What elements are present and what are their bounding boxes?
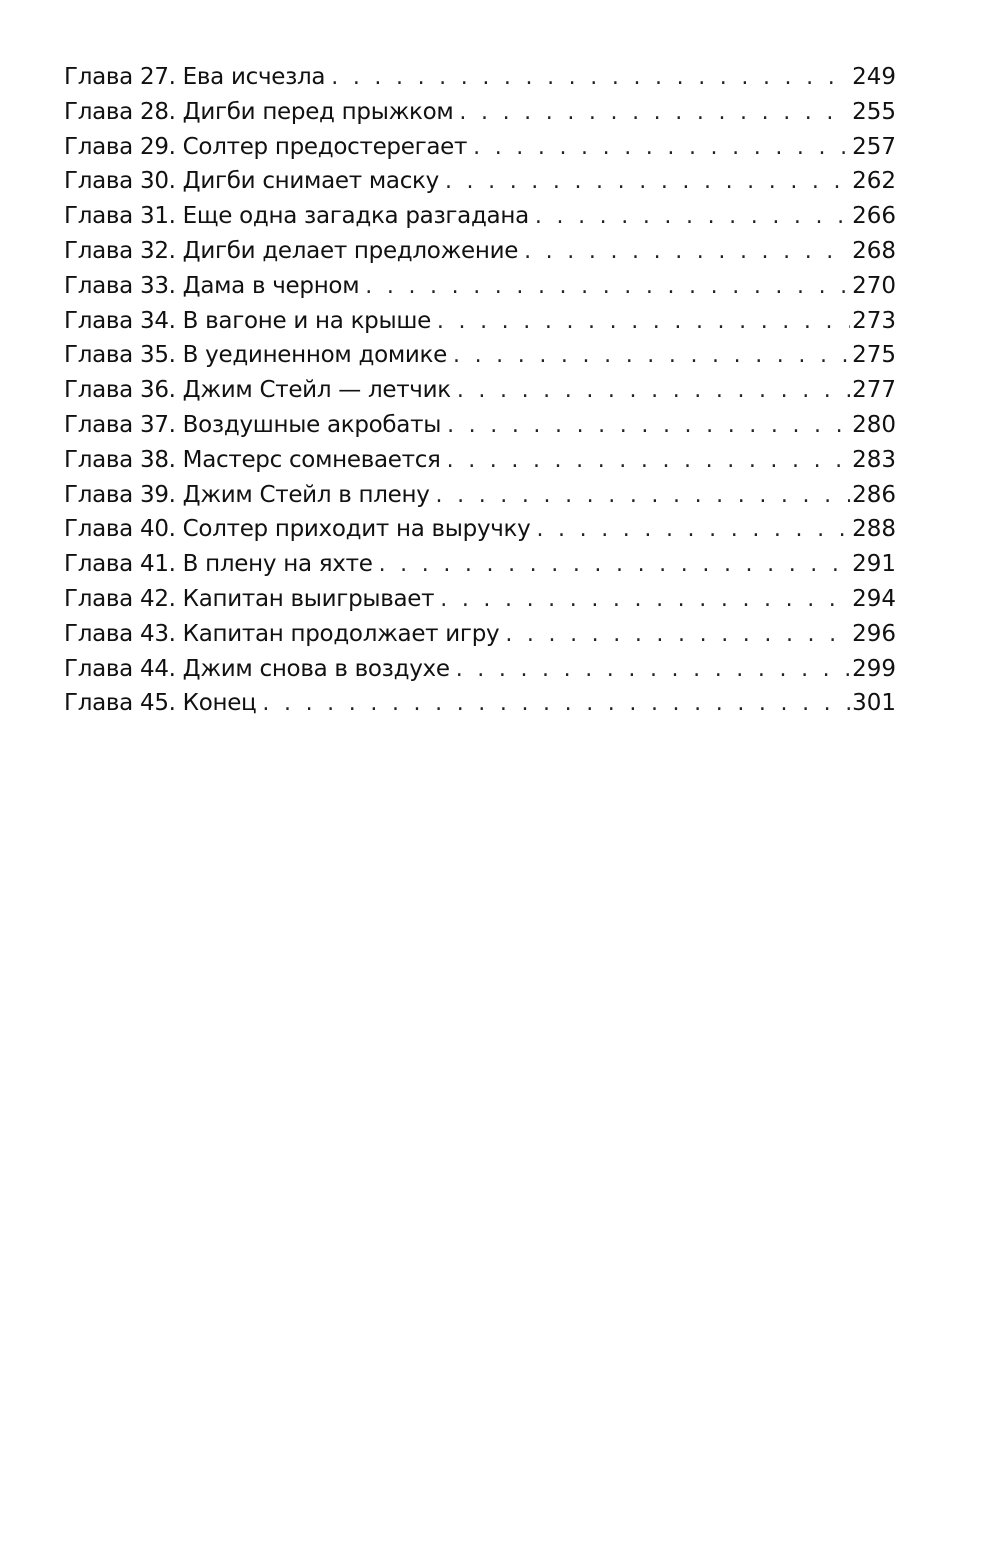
toc-entry-title: Глава 32. Дигби делает предложение — [64, 237, 519, 264]
toc-entry-page: 283 — [852, 446, 896, 473]
toc-entry-title: Глава 45. Конец — [64, 690, 257, 717]
toc-entry-title: Глава 41. В плену на яхте — [64, 551, 373, 578]
toc-entry — [64, 686, 896, 721]
toc-entry-page: 270 — [852, 272, 896, 299]
dot-leader — [456, 653, 850, 688]
toc-entry-title: Глава 35. В уединенном домике — [64, 342, 447, 369]
toc-entry-page: 262 — [852, 168, 896, 195]
toc-entry-page: 286 — [852, 481, 896, 508]
toc-entry-page: 257 — [852, 133, 896, 160]
dot-leader — [437, 305, 850, 340]
dot-leader — [436, 479, 851, 514]
toc-entry-title: Глава 39. Джим Стейл в плену — [64, 481, 430, 508]
dot-leader — [505, 618, 850, 653]
toc-entry-title: Глава 34. В вагоне и на крыше — [64, 307, 431, 334]
toc-entry-page: 255 — [852, 98, 896, 125]
toc-entry-page: 280 — [852, 411, 896, 438]
toc-entry — [64, 408, 896, 443]
toc-entry — [64, 130, 896, 165]
toc-entry-page: 296 — [852, 620, 896, 647]
toc-entry — [64, 617, 896, 652]
toc-entry — [64, 304, 896, 339]
toc-entry-title: Глава 38. Мастерс сомневается — [64, 446, 441, 473]
toc-entry-page: 273 — [852, 307, 896, 334]
toc-entry — [64, 199, 896, 234]
toc-entry — [64, 234, 896, 269]
toc-entry-page: 294 — [852, 585, 896, 612]
dot-leader — [447, 444, 850, 479]
toc-entry — [64, 338, 896, 373]
dot-leader — [440, 583, 850, 618]
dot-leader — [445, 165, 850, 200]
toc-entry-page: 299 — [852, 655, 896, 682]
dot-leader — [473, 131, 850, 166]
dot-leader — [365, 270, 850, 305]
table-of-contents — [64, 60, 896, 721]
toc-entry-page: 277 — [852, 377, 896, 404]
toc-entry-title: Глава 37. Воздушные акробаты — [64, 411, 442, 438]
dot-leader — [524, 235, 850, 270]
toc-entry-title: Глава 27. Ева исчезла — [64, 64, 326, 90]
toc-entry-page: 275 — [852, 342, 896, 369]
toc-entry — [64, 164, 896, 199]
toc-entry-title: Глава 42. Капитан выигрывает — [64, 585, 435, 612]
dot-leader — [536, 513, 850, 548]
dot-leader — [447, 409, 850, 444]
toc-entry-title: Глава 40. Солтер приходит на выручку — [64, 516, 531, 543]
toc-entry-title: Глава 30. Дигби снимает маску — [64, 168, 439, 195]
toc-entry-page: 301 — [852, 690, 896, 717]
dot-leader — [379, 548, 851, 583]
dot-leader — [262, 687, 850, 722]
dot-leader — [331, 61, 850, 96]
toc-entry — [64, 269, 896, 304]
toc-entry — [64, 60, 896, 95]
toc-entry-title: Глава 33. Дама в черном — [64, 272, 360, 299]
toc-entry-title: Глава 44. Джим снова в воздухе — [64, 655, 450, 682]
toc-entry-page: 288 — [852, 516, 896, 543]
toc-entry-title: Глава 36. Джим Стейл — летчик — [64, 377, 451, 404]
toc-entry — [64, 582, 896, 617]
toc-entry-page: 268 — [852, 237, 896, 264]
toc-entry — [64, 547, 896, 582]
toc-entry-page: 266 — [852, 203, 896, 230]
toc-entry — [64, 652, 896, 687]
toc-entry — [64, 443, 896, 478]
toc-entry — [64, 95, 896, 130]
dot-leader — [453, 339, 850, 374]
dot-leader — [459, 96, 850, 131]
toc-entry — [64, 373, 896, 408]
dot-leader — [535, 200, 850, 235]
toc-entry — [64, 512, 896, 547]
toc-entry-page: 249 — [852, 64, 896, 90]
toc-entry-title: Глава 28. Дигби перед прыжком — [64, 98, 454, 125]
dot-leader — [457, 374, 850, 409]
toc-entry — [64, 478, 896, 513]
toc-entry-title: Глава 43. Капитан продолжает игру — [64, 620, 500, 647]
toc-entry-title: Глава 31. Еще одна загадка разгадана — [64, 203, 529, 230]
toc-entry-page: 291 — [852, 551, 896, 578]
toc-entry-title: Глава 29. Солтер предостерегает — [64, 133, 468, 160]
